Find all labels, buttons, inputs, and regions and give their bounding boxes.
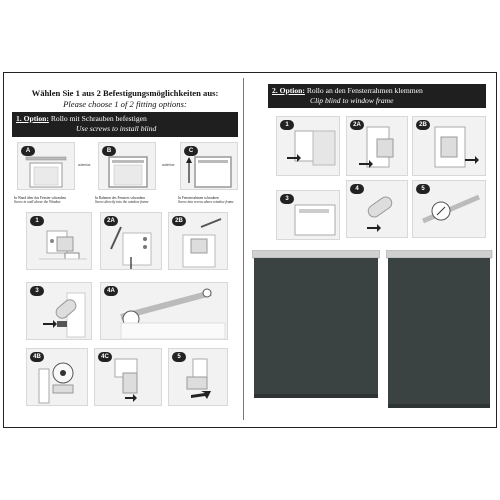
variant-c-caption: In Fensterrahmen schrauben Screw into recess above window frame bbox=[178, 196, 234, 205]
option1-label: 1. Option: bbox=[16, 114, 49, 123]
option1-step-1 bbox=[26, 212, 92, 270]
roller-mount-illustration bbox=[101, 283, 229, 341]
main-title: Wählen Sie 1 aus 2 Befestigungsmöglichkeiten aus: bbox=[31, 88, 219, 98]
option2-label: 2. Option: bbox=[272, 86, 305, 95]
option1-step-2a bbox=[100, 212, 162, 270]
bracket-screw-illustration bbox=[27, 213, 93, 271]
variant-badge-c: C bbox=[184, 146, 198, 156]
step-badge: 2A bbox=[350, 120, 364, 130]
frame-slide-illustration bbox=[277, 191, 341, 241]
option1-step-3 bbox=[26, 282, 92, 340]
recess-mount-illustration bbox=[181, 143, 239, 191]
step-badge: 4B bbox=[30, 352, 44, 362]
screwdriver-illustration bbox=[101, 213, 163, 271]
option1-text-de: Rollo mit Schrauben befestigen bbox=[50, 114, 147, 123]
option2-step-4 bbox=[346, 180, 408, 238]
clip-bracket-illustration bbox=[277, 117, 341, 177]
option1-step-4b bbox=[26, 348, 88, 406]
option2-step-1 bbox=[276, 116, 340, 176]
step-badge: 2B bbox=[172, 216, 186, 226]
step-badge: 4A bbox=[104, 286, 118, 296]
step-badge: 5 bbox=[172, 352, 186, 362]
or-label-1: oder/or bbox=[78, 162, 91, 167]
option1-step-5 bbox=[168, 348, 228, 406]
step-badge: 1 bbox=[30, 216, 44, 226]
blind-photo-right bbox=[386, 250, 494, 410]
option2-banner bbox=[268, 84, 486, 108]
variant-a-caption: In Wand über das Fenster schrauben Screw in wall above the Window bbox=[14, 196, 67, 205]
step-badge: 1 bbox=[280, 120, 294, 130]
option2-step-2b bbox=[412, 116, 486, 176]
step-badge: 2A bbox=[104, 216, 118, 226]
roller-lock-illustration bbox=[413, 181, 487, 239]
variant-b-caption: In Rahmen des Fensters schrauben Screw directly into the window frame bbox=[95, 196, 149, 205]
end-cap-illustration bbox=[27, 349, 89, 407]
frame-mount-illustration bbox=[99, 143, 157, 191]
variant-c-panel bbox=[180, 142, 238, 190]
option2-step-5 bbox=[412, 180, 486, 238]
blind-photo-left bbox=[252, 250, 380, 400]
roller-insert-illustration bbox=[27, 283, 93, 341]
step-badge: 4 bbox=[350, 184, 364, 194]
step-badge: 2B bbox=[416, 120, 430, 130]
clip-insert-illustration bbox=[95, 349, 163, 407]
variant-b-panel bbox=[98, 142, 156, 190]
column-divider bbox=[243, 78, 244, 420]
step-badge: 4C bbox=[98, 352, 112, 362]
final-mount-illustration bbox=[169, 349, 229, 407]
step-badge: 5 bbox=[416, 184, 430, 194]
option1-text-en: Use screws to install blind bbox=[76, 124, 157, 133]
option2-text-en: Clip blind to window frame bbox=[310, 96, 394, 105]
option2-text-de: Rollo an den Fensterrahmen klemmen bbox=[306, 86, 423, 95]
main-subtitle: Please choose 1 of 2 fitting options: bbox=[63, 99, 187, 109]
variant-a-panel bbox=[17, 142, 75, 190]
option2-step-3 bbox=[276, 190, 340, 240]
option2-step-2a bbox=[346, 116, 408, 176]
wall-mount-illustration bbox=[18, 143, 76, 191]
variant-badge-a: A bbox=[21, 146, 35, 156]
step-badge: 3 bbox=[30, 286, 44, 296]
clip-attach-illustration bbox=[347, 117, 409, 177]
roller-clip-illustration bbox=[347, 181, 409, 239]
option1-step-4a bbox=[100, 282, 228, 340]
step-badge: 3 bbox=[280, 194, 294, 204]
or-label-2: oder/or bbox=[162, 162, 175, 167]
variant-badge-b: B bbox=[102, 146, 116, 156]
option1-step-2b bbox=[168, 212, 228, 270]
option1-banner bbox=[12, 112, 238, 137]
option1-step-4c bbox=[94, 348, 162, 406]
clip-frame-illustration bbox=[413, 117, 487, 177]
bracket-frame-illustration bbox=[169, 213, 229, 271]
